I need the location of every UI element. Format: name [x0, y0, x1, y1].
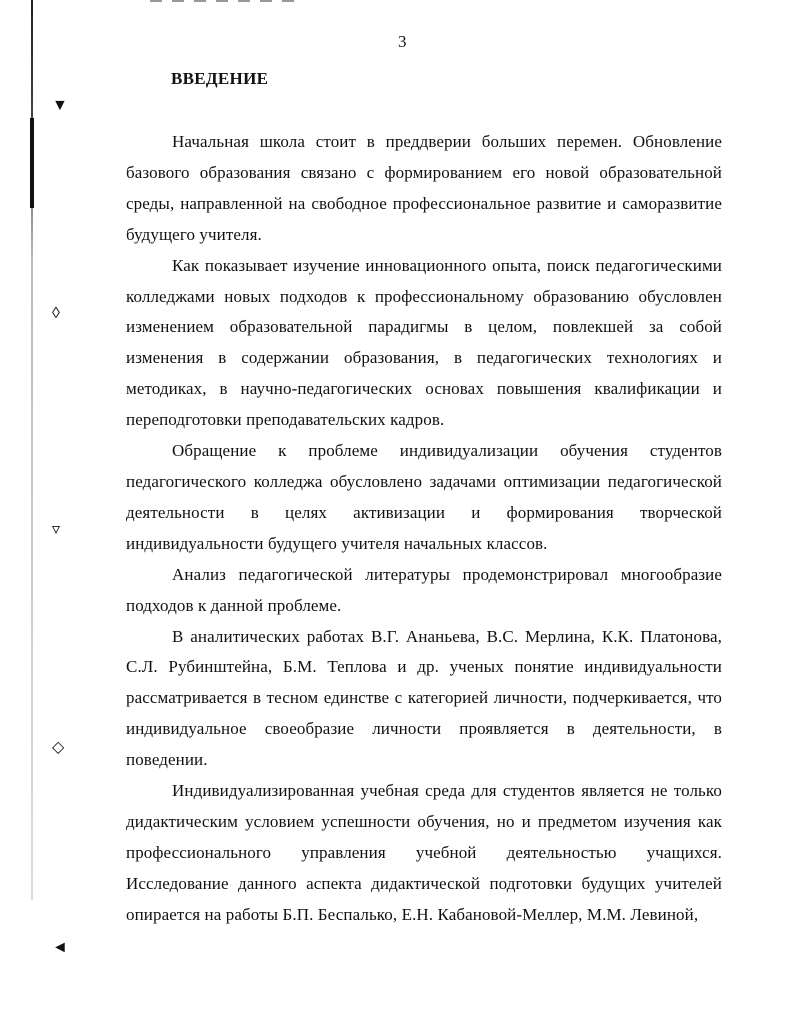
binder-hole-mark-icon: ▿ — [52, 521, 61, 538]
paragraph: Анализ педагогической литературы продемонстрировал многообразие подходов к данной проблеме. — [126, 564, 722, 615]
paragraph: Как показывает изучение инновационного опыта, поиск педагогическими колледжами новых подходов к профессиональному образованию обусловлен изменением образовательной парадигмы в целом, повлекшей за собой изменения в содержании образования, в педагогических технологиях и методиках, в научно-педагогических основах повышения квалификации и переподготовки преподавательских кадров. — [126, 255, 722, 430]
page-number: 3 — [398, 32, 407, 51]
binder-hole-mark-icon: ◊ — [52, 305, 60, 322]
binder-hole-mark-icon: ▼ — [52, 97, 68, 114]
section-heading: ВВЕДЕНИЕ — [171, 69, 269, 88]
scan-top-artifact — [150, 0, 300, 2]
binder-hole-mark-icon: ◄ — [52, 939, 68, 956]
paragraph: Обращение к проблеме индивидуализации обучения студентов педагогического колледжа обусловлено задачами оптимизации педагогической деятельности в целях активизации и формирования творческой индивидуальности будущего учителя начальных классов. — [126, 441, 722, 553]
scan-binding-shadow — [30, 118, 34, 208]
paragraph: В аналитических работах В.Г. Ананьева, В.С. Мерлина, К.К. Платонова, С.Л. Рубинштейна, Б.М. Теплова и др. ученых понятие индивидуальности рассматривается в тесном единстве с категорией личности, подчеркивается, что индивидуальное своеобразие личности проявляется в деятельности, в поведении. — [126, 626, 722, 770]
binder-hole-mark-icon: ◇ — [52, 739, 65, 756]
paragraph: Начальная школа стоит в преддверии больших перемен. Обновление базового образования связано с формированием его новой образовательной среды, направленной на свободное профессиональное развитие и саморазвитие будущего учителя. — [126, 132, 722, 244]
body-text — [126, 127, 722, 931]
paragraph: Индивидуализированная учебная среда для студентов является не только дидактическим условием успешности обучения, но и предметом изучения как профессионального управления учебной деятельностью учащихся. Исследование данного аспекта дидактической подготовки будущих учителей опирается на работы Б.П. Беспалько, Е.Н. Кабановой-Меллер, М.М. Левиной, — [126, 781, 722, 924]
